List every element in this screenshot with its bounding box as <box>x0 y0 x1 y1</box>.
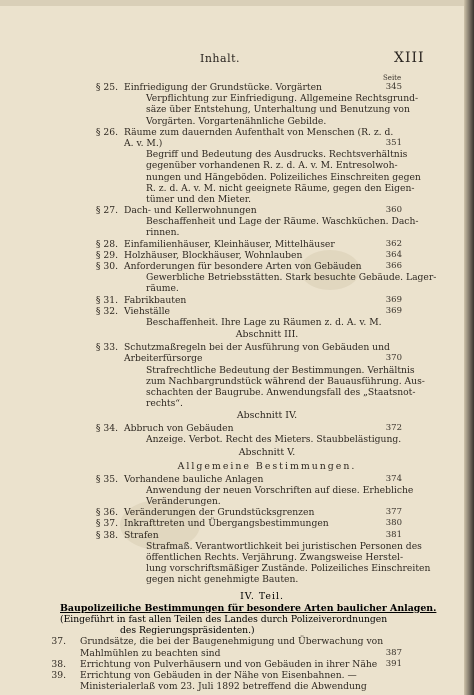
entry-description: lung vorschriftsmäßiger Zustände. Polizeiliches Einschreiten <box>146 563 431 575</box>
section-heading: Abschnitt III. <box>235 329 299 341</box>
page-reference: 377 <box>385 507 402 518</box>
entry-title: Errichtung von Gebäuden in der Nähe von Eisenbahnen. — <box>80 670 357 682</box>
toc-entry <box>0 423 474 445</box>
toc-entry <box>0 205 474 239</box>
paragraph-number: § 31. <box>95 294 118 306</box>
entry-title: Strafen <box>124 529 159 541</box>
section-heading: Abschnitt IV. <box>236 410 298 422</box>
entry-description: Arbeiterfürsorge <box>124 353 203 365</box>
toc-entry <box>0 261 474 295</box>
entry-title: Fabrikbauten <box>124 294 187 306</box>
entry-description: Begriff und Bedeutung des Ausdrucks. Rechtsverhältnis <box>146 149 408 161</box>
entry-description: schachten der Baugrube. Anwendungsfall des „Staatsnot- <box>146 386 416 398</box>
paragraph-number: § 32. <box>95 305 118 317</box>
page-reference: 351 <box>385 137 402 148</box>
entry-title: Schutzmaßregeln bei der Ausführung von Gebäuden und <box>124 342 390 354</box>
entry-description: zum Nachbargrundstück während der Bauausführung. Aus- <box>146 375 425 387</box>
entry-description: Anzeige. Verbot. Recht des Mieters. Staubbelästigung. <box>146 434 402 446</box>
entry-description: räume. <box>146 283 179 295</box>
entry-description: öffentlichen Rechts. Verjährung. Zwangsweise Herstel- <box>146 551 404 563</box>
entry-title: Vorhandene bauliche Anlagen <box>124 473 264 485</box>
page-reference: 369 <box>385 294 402 305</box>
page-reference: 360 <box>385 205 402 216</box>
entry-description: säze über Entstehung, Unterhaltung und Benutzung von <box>146 104 410 116</box>
entry-description: Verpflichtung zur Einfriedigung. Allgemeine Rechtsgrund- <box>146 93 419 105</box>
entry-title: Räume zum dauernden Aufenthalt von Menschen (R. z. d. <box>124 126 394 138</box>
entry-title: Errichtung von Pulverhäusern und von Gebäuden in ihrer Nähe <box>80 658 378 670</box>
entry-title: Dach- und Kellerwohnungen <box>124 205 257 217</box>
entry-title: Einfriedigung der Grundstücke. Vorgärten <box>124 82 322 93</box>
paragraph-number: § 30. <box>95 261 118 272</box>
page-reference: 370 <box>385 353 402 364</box>
entry-title: Holzhäuser, Blockhäuser, Wohnlauben <box>124 249 303 261</box>
paragraph-number: § 34. <box>95 423 118 435</box>
header-title: Inhalt. <box>200 52 241 65</box>
entry-description: rechts“. <box>146 398 183 410</box>
entry-title: Grundsätze, die bei der Baugenehmigung und Überwachung von <box>80 636 384 648</box>
paragraph-number: § 38. <box>95 529 118 541</box>
entry-description: tümer und den Mieter. <box>146 193 252 205</box>
entry-description: Gewerbliche Betriebsstätten. Stark besuchte Gebäude. Lager- <box>146 272 437 284</box>
toc-entry <box>0 474 474 508</box>
entry-description: A. v. M.) <box>124 137 163 149</box>
page-reference: 366 <box>385 261 402 271</box>
paragraph-number: § 37. <box>95 518 118 530</box>
toc-entry <box>0 670 474 692</box>
paragraph-number: § 27. <box>95 205 118 217</box>
header-page-number: XIII <box>394 50 425 66</box>
toc-entry <box>0 295 474 306</box>
page-top-edge <box>0 0 474 6</box>
toc-entry <box>0 239 474 250</box>
table-of-contents <box>0 82 474 692</box>
entry-number: 39. <box>51 670 66 682</box>
entry-description: Vorgärten. Vorgartenähnliche Gebilde. <box>146 115 327 127</box>
page-reference: 374 <box>385 473 402 484</box>
toc-entry <box>0 636 474 658</box>
paragraph-number: § 36. <box>95 507 118 519</box>
entry-title: Anforderungen für besondere Arten von Gebäuden <box>124 261 362 272</box>
toc-entry <box>0 659 474 670</box>
entry-description: Strafmaß. Verantwortlichkeit bei juristischen Personen des <box>146 540 422 552</box>
entry-description: rinnen. <box>146 227 180 239</box>
entry-number: 37. <box>51 636 66 648</box>
entry-description: Ministerialerlaß vom 23. Juli 1892 betreffend die Abwendung <box>80 681 367 693</box>
entry-description: Anwendung der neuen Vorschriften auf diese. Erhebliche <box>146 484 414 496</box>
part-heading: IV. Teil. <box>240 590 284 602</box>
toc-entry <box>0 82 474 127</box>
entry-description: Strafrechtliche Bedeutung der Bestimmungen. Verhältnis <box>146 364 415 376</box>
toc-entry <box>0 507 474 518</box>
section-heading: Abschnitt V. <box>238 446 296 458</box>
entry-description: gegen nicht genehmigte Bauten. <box>146 574 299 586</box>
page-reference: 369 <box>385 305 402 316</box>
toc-entry <box>0 342 474 409</box>
paragraph-number: § 25. <box>95 82 118 93</box>
entry-title: Einfamilienhäuser, Kleinhäuser, Mittelhäuser <box>124 238 335 250</box>
entry-title: Viehställe <box>124 305 170 317</box>
paragraph-number: § 33. <box>95 342 118 354</box>
toc-entry <box>0 530 474 586</box>
part-subtitle: (Eingeführt in fast allen Teilen des Landes durch Polizeiverordnungen <box>60 614 388 626</box>
paragraph-number: § 35. <box>95 473 118 485</box>
entry-description: R. z. d. A. v. M. nicht geeignete Räume, gegen den Eigen- <box>146 182 415 194</box>
entry-description: gegenüber vorhandenen R. z. d. A. v. M. Entresolwoh- <box>146 160 398 172</box>
toc-entry <box>0 518 474 529</box>
page-reference: 380 <box>385 518 402 529</box>
toc-entry <box>0 250 474 261</box>
entry-title: Abbruch von Gebäuden <box>124 423 234 435</box>
entry-description: Mahlmühlen zu beachten sind <box>80 647 221 659</box>
entry-description: Beschaffenheit und Lage der Räume. Waschküchen. Dach- <box>146 216 419 228</box>
entry-description: Veränderungen. <box>146 496 221 507</box>
page-reference: 387 <box>385 647 402 658</box>
toc-entry <box>0 306 474 328</box>
page-reference: 381 <box>385 529 402 540</box>
paragraph-number: § 29. <box>95 249 118 261</box>
entry-description: Beschaffenheit. Ihre Lage zu Räumen z. d. A. v. M. <box>146 316 382 328</box>
entry-description: nungen und Hängeböden. Polizeiliches Einschreiten gegen <box>146 171 421 183</box>
seite-label: Seite <box>383 74 402 82</box>
paragraph-number: § 26. <box>95 126 118 138</box>
page-reference: 372 <box>385 423 402 434</box>
part-subtitle: des Regierungspräsidenten.) <box>120 625 255 637</box>
toc-entry <box>0 127 474 205</box>
entry-title: Inkrafttreten und Übergangsbestimmungen <box>124 518 329 530</box>
page-reference: 345 <box>385 82 402 92</box>
part-title: Baupolizeiliche Bestimmungen für besondere Arten baulicher Anlagen. <box>60 602 437 614</box>
entry-title: Veränderungen der Grundstücksgrenzen <box>124 507 315 519</box>
page-reference: 362 <box>385 238 402 249</box>
page-header <box>0 52 440 70</box>
paragraph-number: § 28. <box>95 238 118 250</box>
page-reference: 364 <box>385 249 402 260</box>
section-subheading: Allgemeine Bestimmungen. <box>177 460 357 472</box>
entry-number: 38. <box>51 658 66 670</box>
page-reference: 391 <box>385 658 402 669</box>
